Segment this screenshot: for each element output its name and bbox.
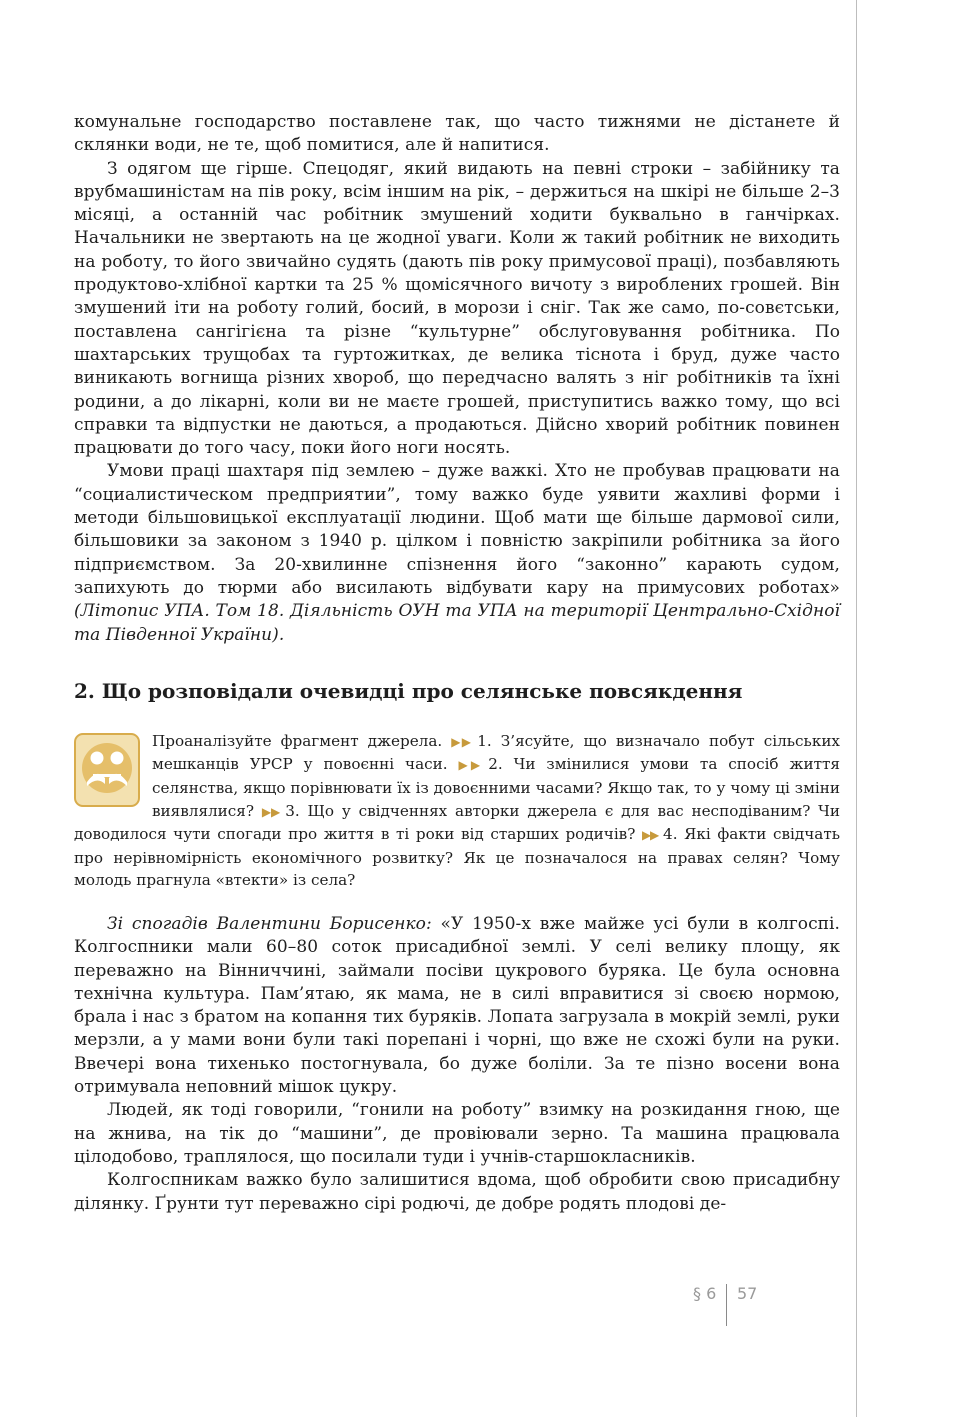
- task-item-2: 2. Чи змінилися умови та спосіб життя селянства, якщо порівнювати їх із довоєнними часами? Якщо так, то у чому ці зміни виявлялися?: [152, 755, 840, 820]
- body-paragraph-3: [74, 460, 840, 646]
- double-arrow-icon: ▶▶: [642, 828, 659, 843]
- double-arrow-icon: ▶▶: [261, 804, 281, 819]
- memoir-paragraph-2: Людей, як тоді говорили, “гонили на роботу” взимку на розкидання гною, ще на жнива, на тік до “машини”, де провіювали зерно. Та машина працювала цілодобово, траплялося, що посилали туди і учнів-старшокласників.: [74, 1100, 840, 1167]
- page-number: 57: [737, 1284, 758, 1303]
- task-item-3: 3. Що у свідченнях авторки джерела є для вас несподіваним? Чи доводилося чути спогади про життя в ті роки від старших родичів?: [74, 801, 841, 844]
- section-number: § 6: [693, 1284, 717, 1303]
- task-intro: Проаналізуйте фрагмент джерела.: [152, 731, 443, 750]
- footer-divider: [726, 1284, 727, 1326]
- task-item-4: 4. Які факти свідчать про нерівномірність економічного розвитку? Як це позначалося на правах селян? Чому молодь прагнула «втекти» із села?: [74, 825, 840, 890]
- memoir-paragraph-1: [74, 913, 840, 1099]
- task-text: [74, 730, 840, 892]
- memoir-source-label: Зі спогадів Валентини Борисенко:: [107, 913, 432, 934]
- body-paragraph-1: комунальне господарство поставлене так, що часто тижнями не дістанете й склянки води, не те, щоб помитися, але й напитися.: [74, 112, 840, 156]
- memoir-text: «У 1950-х вже майже усі були в колгоспі. Колгоспники мали 60–80 соток присадибної землі. У селі велику площу, як переважно на Вінниччині, займали посіви цукрового буряка. Це була основна технічна культура. Пам’ятаю, як мама, не в силі вправитися зі своєю нормою, брала і нас з братом на копання тих буряків. Лопата загрузала в мокрій землі, руки мерзли, а у мами вони були такі порепані і чорні, що вже не схожі були на руки. Ввечері вона тихенько постогнувала, бо дуже боліли. За те пізно восени вона отримувала неповний мішок цукру.: [74, 913, 840, 1098]
- memoir-block: [74, 913, 840, 1216]
- section-heading: 2. Що розповідали очевидці про селянське повсякдення: [74, 678, 743, 703]
- task-block: [74, 730, 840, 892]
- memoir-paragraph-3: Колгоспникам важко було залишитися вдома, щоб обробити свою присадибну ділянку. Ґрунти тут переважно сірі родючі, де добре родять плодові де-: [74, 1170, 840, 1214]
- double-arrow-icon: ▶▶: [458, 758, 484, 773]
- people-reading-icon: [79, 738, 135, 802]
- page-content: [74, 111, 840, 1216]
- source-citation: (Літопис УПА. Том 18. Діяльність ОУН та УПА на території Центрально-Східної та Південної України).: [74, 601, 840, 645]
- analysis-task-icon: [74, 733, 140, 807]
- right-margin-rule: [856, 0, 857, 1417]
- paragraph-text: Умови праці шахтаря під землею – дуже важкі. Хто не пробував працювати на “социалистическом предприятии”, тому важко буде уявити жахливі форми і методи більшовицької експлуатації людини. Щоб мати ще більше дармової сили, більшовики за законом з 1940 р. цілком і повністю закріпили робітника за його підприємством. За 20-хвилинне спізнення його “законно” карають судом, запихують до тюрми або висилають відбувати кару на примусових роботах»: [74, 461, 840, 598]
- task-item-1: 1. З’ясуйте, що визначало побут сільських мешканців УРСР у повоєнні часи.: [152, 731, 841, 774]
- double-arrow-icon: ▶▶: [451, 734, 473, 749]
- body-paragraph-2: З одягом ще гірше. Спецодяг, який видають на певні строки – забійнику та врубмашиністам на пів року, всім іншим на рік, – держиться на шкірі не більше 2–3 місяці, а останній час робітник змушений ходити буквально в ганчірках. Начальники не звертають на це жодної уваги. Коли ж такий робітник не виходить на роботу, то його звичайно судять (дають пів року примусової праці), позбавляють продуктово-хлібної картки та 25 % щомісячного вичоту з вироблених грошей. Він змушений іти на роботу голий, босий, в морози і сніг. Так же само, по-совєтськи, поставлена сангігієна та різне “культурне” обслуговування робітника. По шахтарських трущобах та гуртожитках, де велика тіснота і бруд, дуже часто виникають вогнища різних хвороб, що передчасно валять з ніг робітників та їхні родини, а до лікарні, коли ви не маєте грошей, приступитись важко тому, що всі справки та відпустки не даються, а продаються. Дійсно хворий робітник повинен працювати до того часу, поки його ноги носять.: [74, 158, 840, 459]
